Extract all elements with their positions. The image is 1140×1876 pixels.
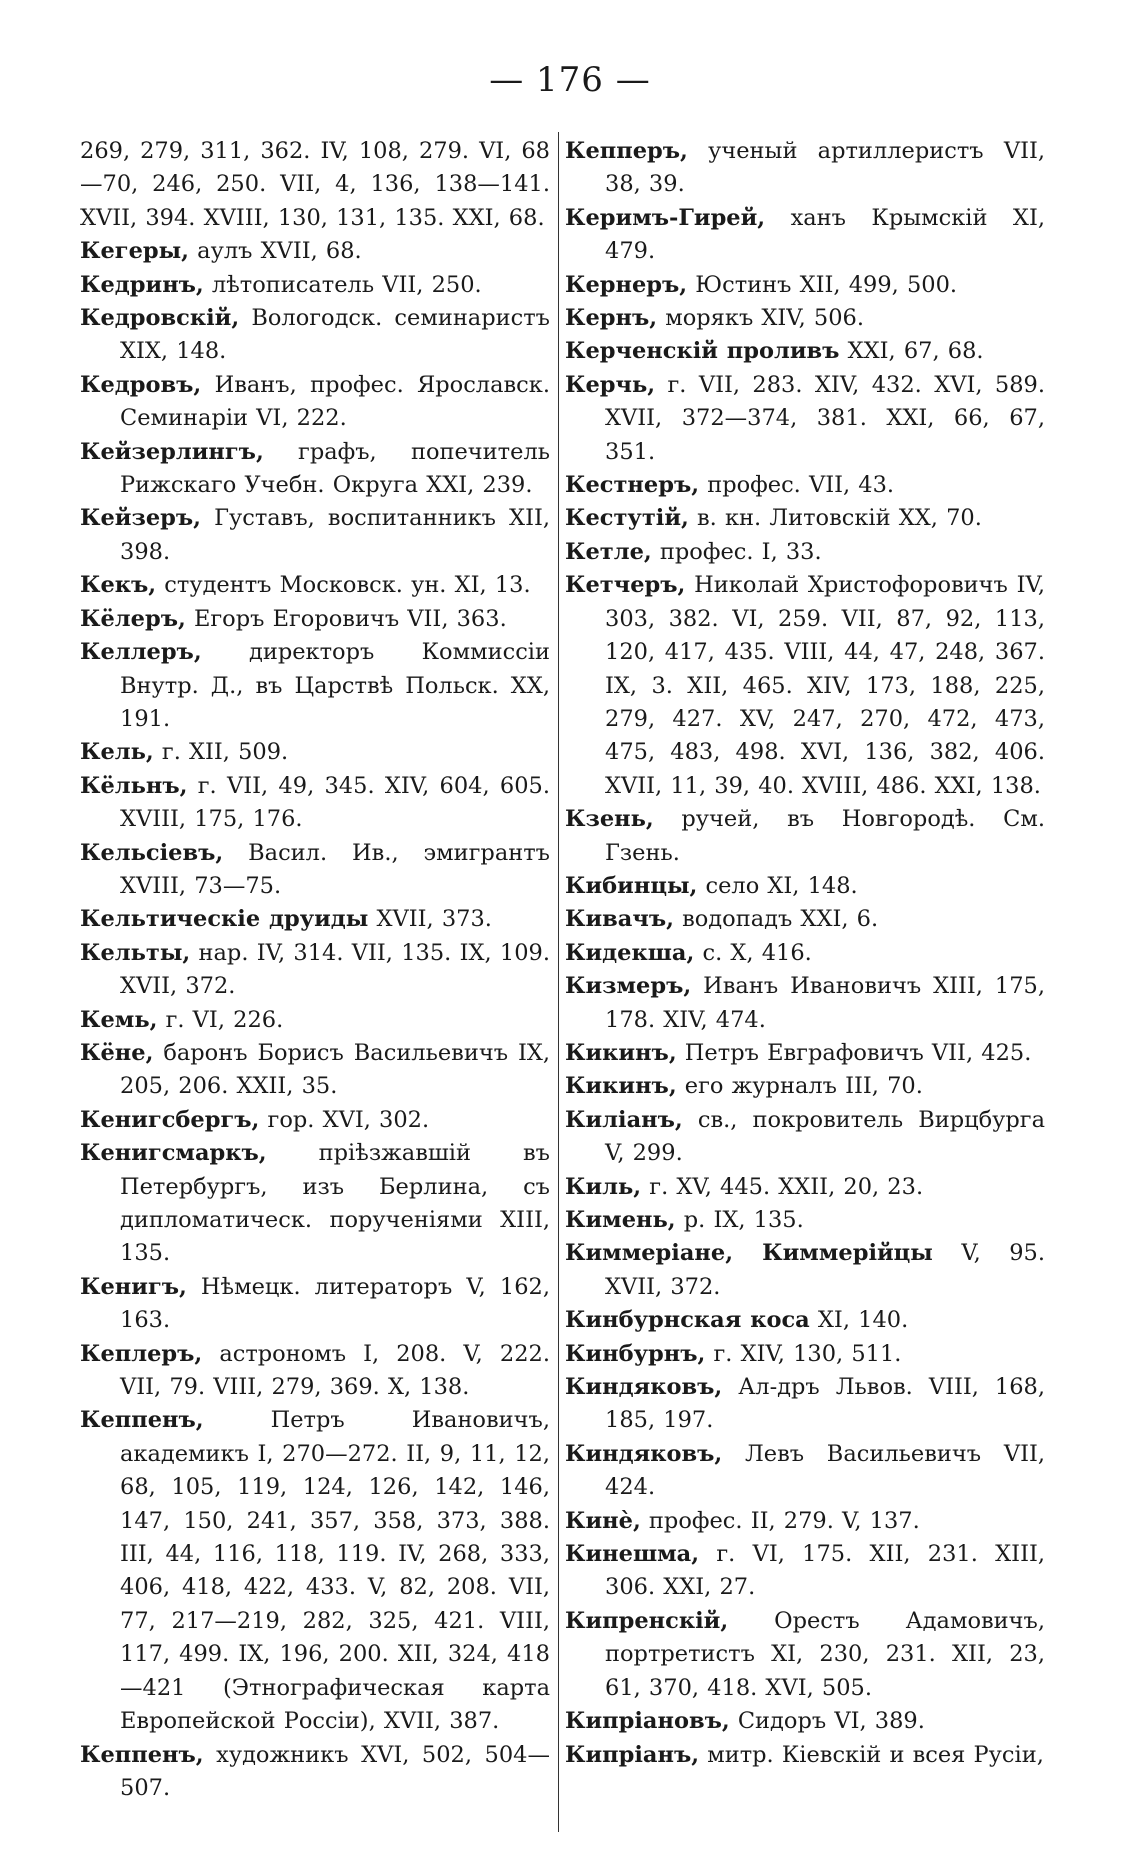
index-entry (565, 937, 1045, 970)
entry-references: нар. IV, 314. VII, 135. IX, 109. XVII, 372. (120, 939, 550, 1000)
index-entry (80, 1404, 550, 1738)
entry-references: директоръ Коммиссіи Внутр. Д., въ Царствѣ Польск. XX, 191. (120, 639, 550, 732)
entry-headword: Кернеръ, (565, 271, 688, 298)
entry-headword: Киліанъ, (565, 1106, 683, 1133)
index-entry (80, 569, 550, 602)
entry-headword: Кёльнъ, (80, 772, 188, 799)
entry-references: пріѣзжавшій въ Петербургъ, изъ Берлина, съ дипломатическ. порученіями XIII, 135. (120, 1140, 550, 1267)
index-entry (565, 1538, 1045, 1605)
entry-headword: Керченскій проливъ (565, 338, 840, 365)
index-entry (80, 1739, 550, 1806)
entry-headword: Кёлеръ, (80, 605, 186, 632)
entry-references: водопадъ XXI, 6. (673, 906, 879, 933)
entry-headword: Кедровскій, (80, 305, 240, 332)
entry-references: Васил. Ив., эмигрантъ XVIII, 73—75. (120, 839, 550, 899)
entry-headword: Кзень, (565, 806, 654, 833)
entry-headword: Кеппенъ, (80, 1407, 204, 1434)
index-entry (565, 369, 1045, 469)
index-entry (565, 1204, 1045, 1237)
entry-references: Ал-дръ Львов. VIII, 168, 185, 197. (605, 1374, 1045, 1434)
entry-references: Иванъ Ивановичъ XIII, 175, 178. XIV, 474. (605, 973, 1045, 1033)
entry-headword: Кернъ, (565, 305, 658, 332)
index-entry (80, 369, 550, 436)
index-entry (565, 1705, 1045, 1738)
page-number: — 176 — (489, 60, 651, 100)
entry-references: 269, 279, 311, 362. IV, 108, 279. VI, 68—70, 246, 250. VII, 4, 136, 138—141. XVII, 394. XVIII, 130, 131, 135. XXI, 68. (80, 138, 550, 231)
index-entry (565, 1739, 1045, 1772)
left-column (80, 135, 550, 1805)
entry-headword: Кикинъ, (565, 1039, 677, 1066)
entry-references: графъ, попечитель Рижскаго Учебн. Округа XXI, 239. (120, 438, 550, 499)
entry-headword: Кепперъ, (565, 138, 688, 164)
index-entry (80, 736, 550, 769)
entry-headword: Кенигсмаркъ, (80, 1140, 267, 1167)
entry-references: баронъ Борисъ Васильевичъ IX, 205, 206. XXII, 35. (120, 1039, 550, 1100)
entry-headword: Кедринъ, (80, 271, 204, 298)
index-entry (80, 837, 550, 904)
index-entry (565, 1605, 1045, 1705)
index-entry (80, 1137, 550, 1271)
entry-references: г. XV, 445. XXII, 20, 23. (641, 1173, 924, 1200)
entry-references: профес. VII, 43. (699, 472, 895, 499)
index-entry (80, 269, 550, 302)
index-entry (80, 903, 550, 936)
column-divider (558, 132, 559, 1832)
index-entry (80, 770, 550, 837)
entry-references: с. X, 416. (694, 939, 812, 966)
entry-references: аулъ XVII, 68. (189, 238, 362, 265)
entry-headword: Киндяковъ, (565, 1440, 723, 1467)
entry-headword: Кегеры, (80, 238, 190, 265)
entry-references: Орестъ Адамовичъ, портретистъ XI, 230, 231. XII, 23, 61, 370, 418. XVI, 505. (605, 1607, 1045, 1701)
entry-references: г. VI, 175. XII, 231. XIII, 306. XXI, 27. (605, 1541, 1045, 1601)
entry-headword: Кедровъ, (80, 371, 202, 398)
entry-references: Иванъ, профес. Ярославск. Семинаріи VI, 222. (120, 371, 550, 432)
entry-references: морякъ XIV, 506. (657, 305, 865, 332)
entry-headword: Кеплеръ, (80, 1340, 203, 1367)
index-entry (565, 903, 1045, 936)
entry-references: астрономъ I, 208. V, 222. VII, 79. VIII, 279, 369. X, 138. (120, 1340, 550, 1401)
entry-headword: Кетле, (565, 538, 652, 565)
entry-references: Юстинъ XII, 499, 500. (687, 271, 958, 298)
entry-headword: Кибинцы, (565, 872, 698, 899)
index-entry (80, 502, 550, 569)
entry-references: Егоръ Егоровичъ VII, 363. (185, 605, 507, 632)
entry-references: Левъ Васильевичъ VII, 424. (605, 1440, 1045, 1501)
index-entry (80, 1104, 550, 1137)
entry-headword: Кейзеръ, (80, 505, 201, 532)
entry-headword: Кидекша, (565, 939, 695, 966)
entry-references: г. XII, 509. (153, 739, 289, 766)
entry-headword: Кивачъ, (565, 906, 674, 933)
entry-references: ханъ Крымскій XI, 479. (605, 204, 1045, 265)
entry-references: ручей, въ Новгородѣ. См. Гзень. (605, 806, 1045, 866)
entry-headword: Кеппенъ, (80, 1741, 204, 1768)
entry-references: гор. XVI, 302. (259, 1106, 430, 1133)
index-entry (565, 803, 1045, 870)
index-entry (565, 1237, 1045, 1304)
index-entry (565, 1505, 1045, 1538)
index-entry (565, 335, 1045, 368)
entry-headword: Кель, (80, 739, 154, 766)
index-entry (565, 469, 1045, 502)
entry-references: митр. Кіевскій и всея Русіи, (699, 1741, 1044, 1768)
index-entry (80, 302, 550, 369)
index-entry (565, 536, 1045, 569)
entry-references: Вологодск. семинаристъ XIX, 148. (120, 305, 550, 365)
entry-references: г. VI, 226. (157, 1006, 284, 1033)
index-entry (565, 1171, 1045, 1204)
index-entry (565, 502, 1045, 535)
entry-headword: Кекъ, (80, 572, 157, 599)
entry-references: профес. II, 279. V, 137. (640, 1507, 920, 1534)
index-entry (80, 436, 550, 503)
entry-headword: Кенигъ, (80, 1273, 187, 1300)
entry-references: село XI, 148. (697, 872, 858, 899)
entry-headword: Кинѐ, (565, 1507, 641, 1534)
entry-references: Нѣмецк. литераторъ V, 162, 163. (120, 1273, 550, 1334)
entry-references: художникъ XVI, 502, 504—507. (120, 1741, 550, 1801)
index-entry (565, 1104, 1045, 1171)
index-entry (565, 1037, 1045, 1070)
entry-references: XVII, 373. (368, 906, 492, 933)
index-entry (565, 202, 1045, 269)
entry-references: г. VII, 49, 345. XIV, 604, 605. XVIII, 175, 176. (120, 772, 550, 833)
index-entry (80, 1004, 550, 1037)
entry-headword: Киндяковъ, (565, 1374, 723, 1401)
index-entry (80, 1037, 550, 1104)
entry-references: V, 95. XVII, 372. (605, 1240, 1046, 1300)
entry-references: XXI, 67, 68. (839, 338, 984, 365)
entry-headword: Кестутій, (565, 505, 689, 532)
entry-references: св., покровитель Вирцбурга V, 299. (605, 1106, 1045, 1167)
index-entry (80, 1271, 550, 1338)
entry-references: студентъ Московск. ун. XI, 13. (156, 572, 531, 599)
entry-headword: Кинбурнъ, (565, 1340, 706, 1367)
entry-headword: Кемь, (80, 1006, 158, 1033)
entry-references: Петръ Ивановичъ, академикъ I, 270—272. II, 9, 11, 12, 68, 105, 119, 124, 126, 142, 146, 147, 150, 241, 357, 358, 373, 388. III, 44, 116, 118, 119. IV, 268, 333, 406, 418, 422, 433. V, 82, 208. VII, 77, 217—219, 282, 325, 421. VIII, 117, 499. IX, 196, 200. XII, 324, 418—421 (Этнографическая карта Европейской Россіи), XVII, 387. (120, 1407, 550, 1735)
index-entry (565, 970, 1045, 1037)
entry-references: профес. I, 33. (651, 538, 822, 565)
index-entry (565, 1338, 1045, 1371)
entry-references: его журналъ III, 70. (676, 1073, 923, 1100)
index-entry (565, 1371, 1045, 1438)
entry-headword: Керимъ-Гирей, (565, 204, 766, 231)
entry-headword: Кельтическіе друиды (80, 906, 369, 933)
entry-headword: Кипріановъ, (565, 1708, 730, 1735)
entry-headword: Кёне, (80, 1039, 154, 1066)
entry-headword: Кельты, (80, 939, 191, 966)
index-entry (80, 1338, 550, 1405)
index-entry (80, 937, 550, 1004)
index-entry (565, 569, 1045, 803)
entry-headword: Кельсіевъ, (80, 839, 224, 866)
index-entry (565, 1304, 1045, 1337)
index-entry (80, 636, 550, 736)
entry-references: Сидоръ VI, 389. (729, 1708, 925, 1735)
entry-headword: Кикинъ, (565, 1073, 677, 1100)
entry-references: р. IX, 135. (675, 1207, 804, 1233)
entry-references: Петръ Евграфовичъ VII, 425. (676, 1039, 1032, 1066)
entry-headword: Киль, (565, 1173, 642, 1200)
index-entry (565, 135, 1045, 202)
index-entry (565, 1070, 1045, 1103)
entry-headword: Кизмеръ, (565, 973, 692, 1000)
entry-headword: Кейзерлингъ, (80, 438, 264, 465)
index-entry (80, 603, 550, 636)
entry-references: в. кн. Литовскій XX, 70. (688, 505, 982, 532)
index-entry (80, 135, 550, 235)
entry-references: Николай Христофоровичъ IV, 303, 382. VI, 259. VII, 87, 92, 113, 120, 417, 435. VIII, 44, 47, 248, 367. IX, 3. XII, 465. XIV, 173, 188, 225, 279, 427. XV, 247, 270, 472, 473, 475, 483, 498. XVI, 136, 382, 406. XVII, 11, 39, 40. XVIII, 486. XXI, 138. (605, 572, 1045, 799)
index-entry (565, 870, 1045, 903)
entry-headword: Кипріанъ, (565, 1741, 700, 1768)
entry-references: Густавъ, воспитанникъ XII, 398. (120, 505, 550, 565)
index-entry (565, 302, 1045, 335)
index-entry (80, 235, 550, 268)
entry-headword: Кенигсбергъ, (80, 1106, 260, 1133)
entry-headword: Керчь, (565, 371, 656, 398)
entry-headword: Кипренскій, (565, 1607, 729, 1634)
entry-references: ученый артиллеристъ VII, 38, 39. (605, 138, 1045, 198)
entry-references: XI, 140. (809, 1307, 909, 1334)
right-column (565, 135, 1045, 1772)
entry-references: г. VII, 283. XIV, 432. XVI, 589. XVII, 372—374, 381. XXI, 66, 67, 351. (605, 371, 1045, 465)
entry-headword: Киммеріане, Киммерійцы (565, 1240, 933, 1267)
entry-headword: Кестнеръ, (565, 472, 700, 499)
entry-headword: Кимень, (565, 1207, 676, 1233)
entry-headword: Кинбурнская коса (565, 1307, 810, 1334)
entry-references: г. XIV, 130, 511. (705, 1340, 902, 1367)
entry-headword: Кетчеръ, (565, 572, 686, 599)
index-entry (565, 1438, 1045, 1505)
entry-headword: Келлеръ, (80, 639, 202, 666)
entry-headword: Кинешма, (565, 1541, 700, 1568)
entry-references: лѣтописатель VII, 250. (203, 271, 482, 298)
index-entry (565, 269, 1045, 302)
